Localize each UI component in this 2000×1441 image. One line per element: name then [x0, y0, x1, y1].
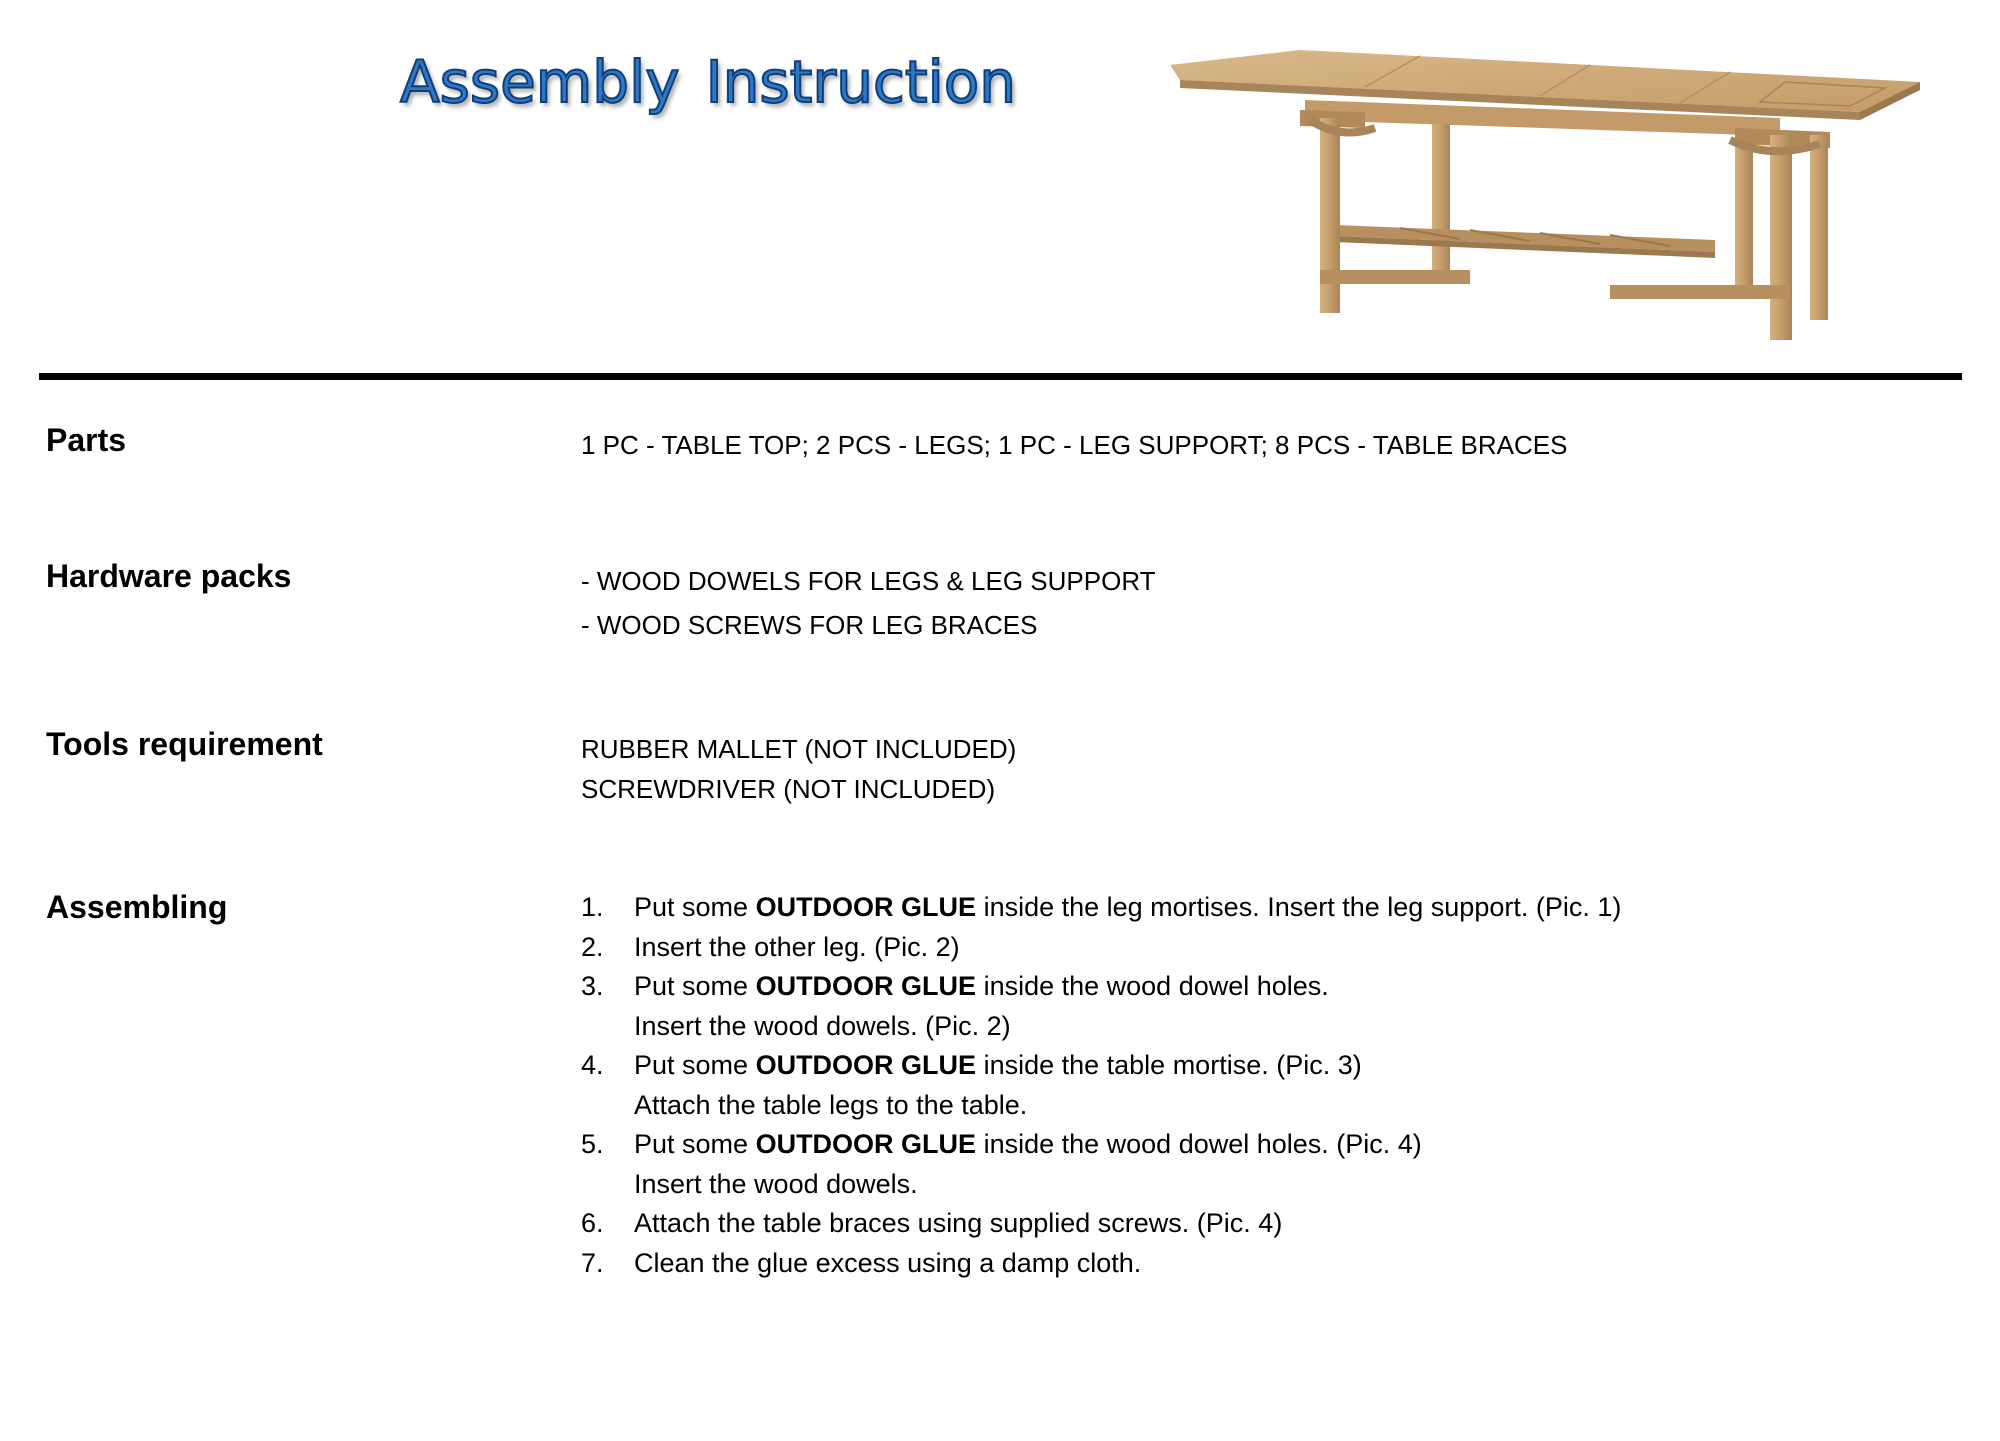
- step-text: inside the wood dowel holes.: [976, 971, 1329, 1001]
- page-title: [400, 48, 1016, 116]
- step-number: 1.: [581, 892, 604, 922]
- parts-label: Parts: [46, 422, 127, 458]
- header-divider: [39, 373, 1962, 380]
- parts-text: 1 PC - TABLE TOP; 2 PCS - LEGS; 1 PC - LEG SUPPORT; 8 PCS - TABLE BRACES: [581, 430, 1568, 460]
- glue-emphasis: OUTDOOR GLUE: [755, 1129, 977, 1159]
- glue-emphasis: OUTDOOR GLUE: [755, 892, 977, 922]
- step-text: Put some: [634, 892, 756, 922]
- step-number: 3.: [581, 971, 604, 1001]
- step-number: 5.: [581, 1129, 604, 1159]
- step-text-line2: Attach the table legs to the table.: [634, 1089, 1028, 1120]
- step-number: 4.: [581, 1050, 604, 1080]
- step-text-line2: Insert the wood dowels. (Pic. 2): [634, 1010, 1011, 1041]
- assembling-label: Assembling: [46, 889, 228, 925]
- table-illustration: [1170, 40, 1920, 340]
- tools-line: SCREWDRIVER (NOT INCLUDED): [581, 774, 996, 804]
- step-item: [581, 928, 1621, 968]
- hardware-line: - WOOD DOWELS FOR LEGS & LEG SUPPORT: [581, 566, 1156, 596]
- step-number: 2.: [581, 931, 604, 962]
- step-text: inside the wood dowel holes. (Pic. 4): [976, 1129, 1422, 1159]
- title-word-2: Instruction: [705, 48, 1016, 116]
- step-item: [581, 967, 1621, 1046]
- step-item: [581, 1244, 1621, 1284]
- step-text: inside the leg mortises. Insert the leg support. (Pic. 1): [976, 892, 1622, 922]
- tools-label: Tools requirement: [46, 726, 323, 762]
- step-number: 6.: [581, 1208, 604, 1238]
- step-item: [581, 1046, 1621, 1125]
- step-text-line2: Insert the wood dowels.: [634, 1168, 918, 1199]
- tools-line: RUBBER MALLET (NOT INCLUDED): [581, 734, 1017, 764]
- glue-emphasis: OUTDOOR GLUE: [755, 971, 977, 1001]
- glue-emphasis: OUTDOOR GLUE: [755, 1050, 977, 1080]
- step-text: Clean the glue excess using a damp cloth.: [634, 1247, 1142, 1278]
- hardware-line: - WOOD SCREWS FOR LEG BRACES: [581, 610, 1038, 640]
- step-text: Put some: [634, 971, 756, 1001]
- step-item: [581, 1125, 1621, 1204]
- step-text: inside the table mortise. (Pic. 3): [976, 1050, 1362, 1080]
- step-text: Put some: [634, 1129, 756, 1159]
- assembly-steps: [581, 888, 1621, 1283]
- step-text: Put some: [634, 1050, 756, 1080]
- step-text: Attach the table braces using supplied screws. (Pic. 4): [634, 1208, 1283, 1238]
- step-text: Insert the other leg. (Pic. 2): [634, 931, 960, 962]
- step-number: 7.: [581, 1247, 604, 1278]
- hardware-label: Hardware packs: [46, 558, 292, 594]
- step-item: [581, 1204, 1621, 1244]
- step-item: [581, 888, 1621, 928]
- title-word-1: Assembly: [400, 48, 680, 116]
